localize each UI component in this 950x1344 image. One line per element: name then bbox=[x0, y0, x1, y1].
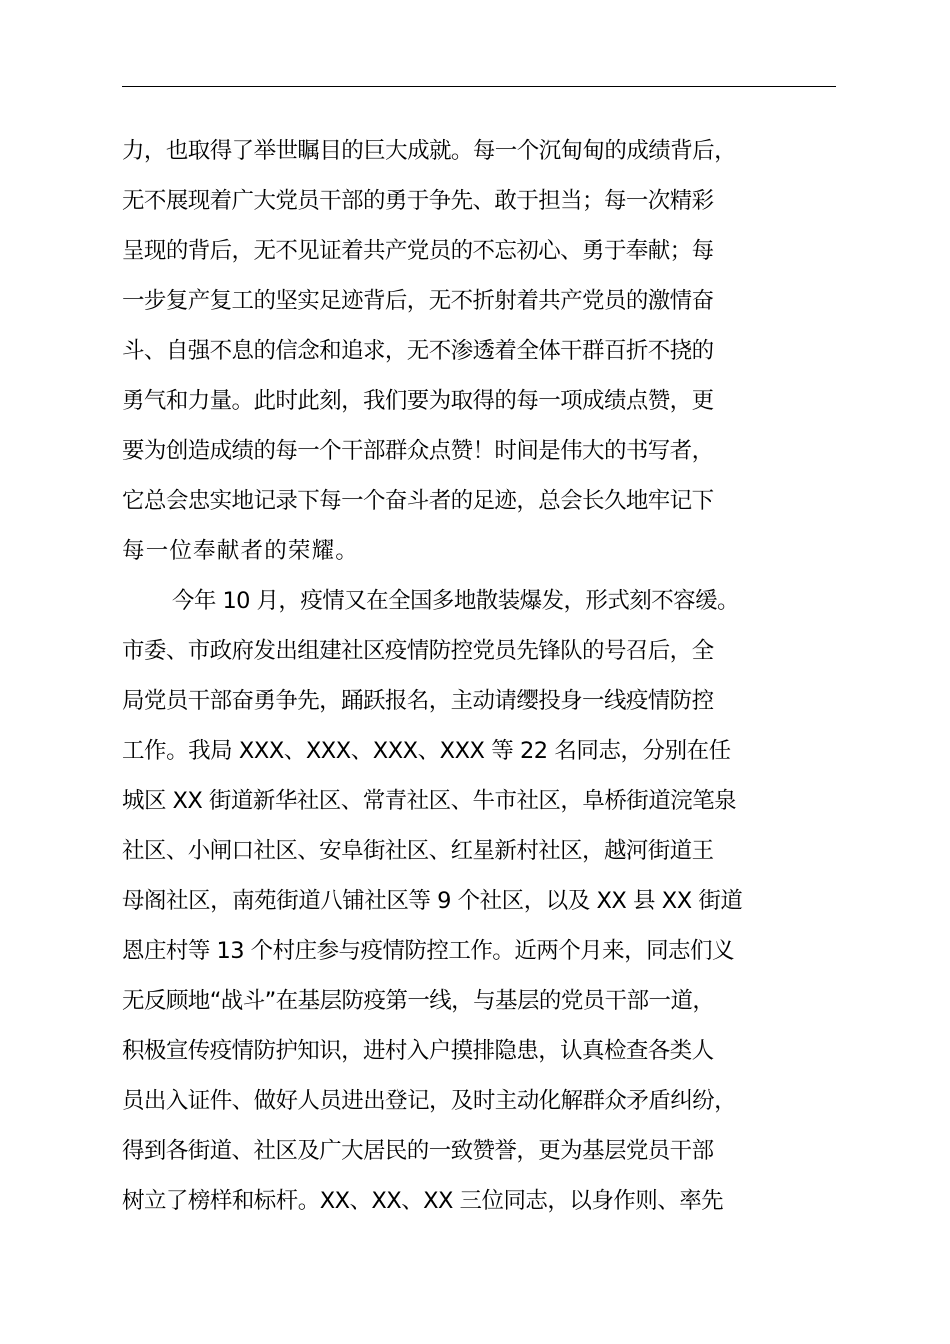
text-line: 无反顾地“战斗”在基层防疫第一线，与基层的党员干部一道， bbox=[122, 988, 715, 1014]
text-line: 树立了榜样和标杆。XX、XX、XX 三位同志，以身作则、率先 bbox=[122, 1188, 724, 1214]
text-line: 市委、市政府发出组建社区疫情防控党员先锋队的号召后，全 bbox=[122, 638, 714, 664]
text-line: 母阁社区，南苑街道八铺社区等 9 个社区，以及 XX 县 XX 街道 bbox=[122, 888, 743, 914]
text-line: 城区 XX 街道新华社区、常青社区、牛市社区，阜桥街道浣笔泉 bbox=[122, 788, 737, 814]
paragraph-2 bbox=[122, 576, 852, 1226]
paragraph-1 bbox=[122, 126, 852, 576]
text-line: 局党员干部奋勇争先，踊跃报名，主动请缨投身一线疫情防控 bbox=[122, 688, 714, 714]
text-line: 呈现的背后，无不见证着共产党员的不忘初心、勇于奉献；每 bbox=[122, 238, 714, 264]
text-line: 斗、自强不息的信念和追求，无不渗透着全体干群百折不挠的 bbox=[122, 338, 714, 364]
text-line: 恩庄村等 13 个村庄参与疫情防控工作。近两个月来，同志们义 bbox=[122, 938, 734, 964]
text-line: 得到各街道、社区及广大居民的一致赞誉，更为基层党员干部 bbox=[122, 1138, 714, 1164]
text-line: 要为创造成绩的每一个干部群众点赞！时间是伟大的书写者， bbox=[122, 438, 714, 464]
body-text bbox=[122, 126, 852, 1226]
text-line: 员出入证件、做好人员进出登记，及时主动化解群众矛盾纠纷， bbox=[122, 1088, 737, 1114]
header-rule bbox=[122, 86, 836, 87]
text-line: 一步复产复工的坚实足迹背后，无不折射着共产党员的激情奋 bbox=[122, 288, 714, 314]
text-line: 今年 10 月，疫情又在全国多地散装爆发，形式刻不容缓。 bbox=[172, 588, 739, 614]
text-line: 社区、小闸口社区、安阜街社区、红星新村社区，越河街道王 bbox=[122, 838, 714, 864]
text-line: 工作。我局 XXX、XXX、XXX、XXX 等 22 名同志，分别在任 bbox=[122, 738, 731, 764]
text-line: 每一位奉献者的荣耀。 bbox=[122, 538, 360, 564]
text-line: 无不展现着广大党员干部的勇于争先、敢于担当；每一次精彩 bbox=[122, 188, 714, 214]
text-line: 力，也取得了举世瞩目的巨大成就。每一个沉甸甸的成绩背后， bbox=[122, 138, 737, 164]
text-line: 勇气和力量。此时此刻，我们要为取得的每一项成绩点赞，更 bbox=[122, 388, 714, 414]
text-line: 它总会忠实地记录下每一个奋斗者的足迹，总会长久地牢记下 bbox=[122, 488, 714, 514]
text-line: 积极宣传疫情防护知识，进村入户摸排隐患，认真检查各类人 bbox=[122, 1038, 714, 1064]
